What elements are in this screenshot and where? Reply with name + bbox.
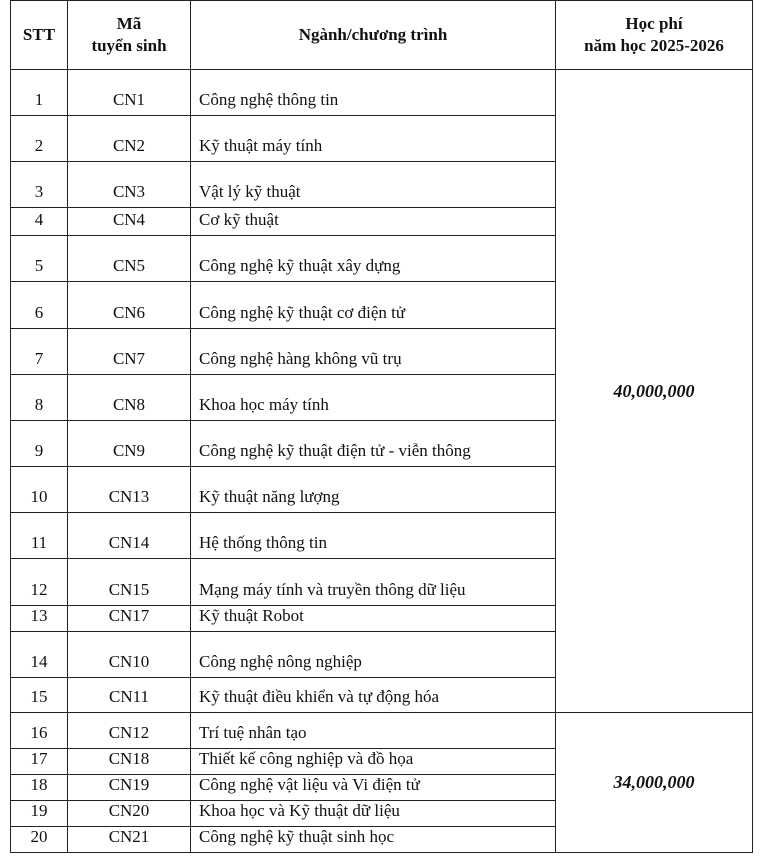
row-program: Vật lý kỹ thuật: [191, 162, 556, 208]
row-program: Kỹ thuật Robot: [191, 606, 556, 632]
row-code: CN13: [68, 467, 191, 513]
row-code: CN21: [68, 827, 191, 853]
row-code: CN4: [68, 208, 191, 236]
row-program: Trí tuệ nhân tạo: [191, 713, 556, 749]
row-stt: 16: [11, 713, 68, 749]
row-program: Công nghệ hàng không vũ trụ: [191, 329, 556, 375]
row-program: Công nghệ kỹ thuật điện tử - viễn thông: [191, 421, 556, 467]
row-program: Cơ kỹ thuật: [191, 208, 556, 236]
table-row: [11, 713, 753, 749]
row-code: CN3: [68, 162, 191, 208]
row-stt: 15: [11, 678, 68, 713]
header-fee-line1: Học phí: [625, 14, 683, 33]
row-stt: 13: [11, 606, 68, 632]
header-program: Ngành/chương trình: [191, 1, 556, 70]
row-stt: 2: [11, 116, 68, 162]
row-code: CN1: [68, 70, 191, 116]
row-program: Mạng máy tính và truyền thông dữ liệu: [191, 559, 556, 606]
row-stt: 9: [11, 421, 68, 467]
row-stt: 5: [11, 236, 68, 282]
row-stt: 10: [11, 467, 68, 513]
header-stt: STT: [11, 1, 68, 70]
row-program: Công nghệ nông nghiệp: [191, 632, 556, 678]
row-program: Công nghệ kỹ thuật sinh học: [191, 827, 556, 853]
row-program: Kỹ thuật điều khiển và tự động hóa: [191, 678, 556, 713]
row-program: Thiết kế công nghiệp và đồ họa: [191, 749, 556, 775]
table-row: [11, 70, 753, 116]
row-program: Công nghệ kỹ thuật xây dựng: [191, 236, 556, 282]
row-stt: 18: [11, 775, 68, 801]
row-stt: 20: [11, 827, 68, 853]
header-row: [11, 1, 753, 70]
header-code-line2: tuyển sinh: [91, 36, 167, 55]
tuition-table: [10, 0, 753, 853]
row-stt: 7: [11, 329, 68, 375]
fee-group-1: 40,000,000: [556, 70, 753, 713]
row-code: CN12: [68, 713, 191, 749]
row-stt: 17: [11, 749, 68, 775]
row-code: CN15: [68, 559, 191, 606]
fee-group-2: 34,000,000: [556, 713, 753, 853]
row-program: Hệ thống thông tin: [191, 513, 556, 559]
header-code-line1: Mã: [116, 14, 142, 33]
row-program: Khoa học và Kỹ thuật dữ liệu: [191, 801, 556, 827]
header-code: [68, 1, 191, 70]
row-code: CN20: [68, 801, 191, 827]
row-code: CN14: [68, 513, 191, 559]
row-stt: 14: [11, 632, 68, 678]
row-program: Công nghệ kỹ thuật cơ điện tử: [191, 282, 556, 329]
row-stt: 11: [11, 513, 68, 559]
row-code: CN10: [68, 632, 191, 678]
header-fee-line2: năm học 2025-2026: [584, 36, 724, 55]
row-code: CN11: [68, 678, 191, 713]
row-stt: 19: [11, 801, 68, 827]
row-code: CN8: [68, 375, 191, 421]
row-code: CN19: [68, 775, 191, 801]
row-program: Khoa học máy tính: [191, 375, 556, 421]
row-stt: 6: [11, 282, 68, 329]
row-program: Kỹ thuật năng lượng: [191, 467, 556, 513]
row-code: CN18: [68, 749, 191, 775]
row-program: Công nghệ vật liệu và Vi điện tử: [191, 775, 556, 801]
row-stt: 4: [11, 208, 68, 236]
row-stt: 12: [11, 559, 68, 606]
row-stt: 3: [11, 162, 68, 208]
row-code: CN7: [68, 329, 191, 375]
header-fee: [556, 1, 753, 70]
row-code: CN5: [68, 236, 191, 282]
row-stt: 1: [11, 70, 68, 116]
row-code: CN2: [68, 116, 191, 162]
row-code: CN9: [68, 421, 191, 467]
row-stt: 8: [11, 375, 68, 421]
row-code: CN17: [68, 606, 191, 632]
row-code: CN6: [68, 282, 191, 329]
row-program: Kỹ thuật máy tính: [191, 116, 556, 162]
row-program: Công nghệ thông tin: [191, 70, 556, 116]
